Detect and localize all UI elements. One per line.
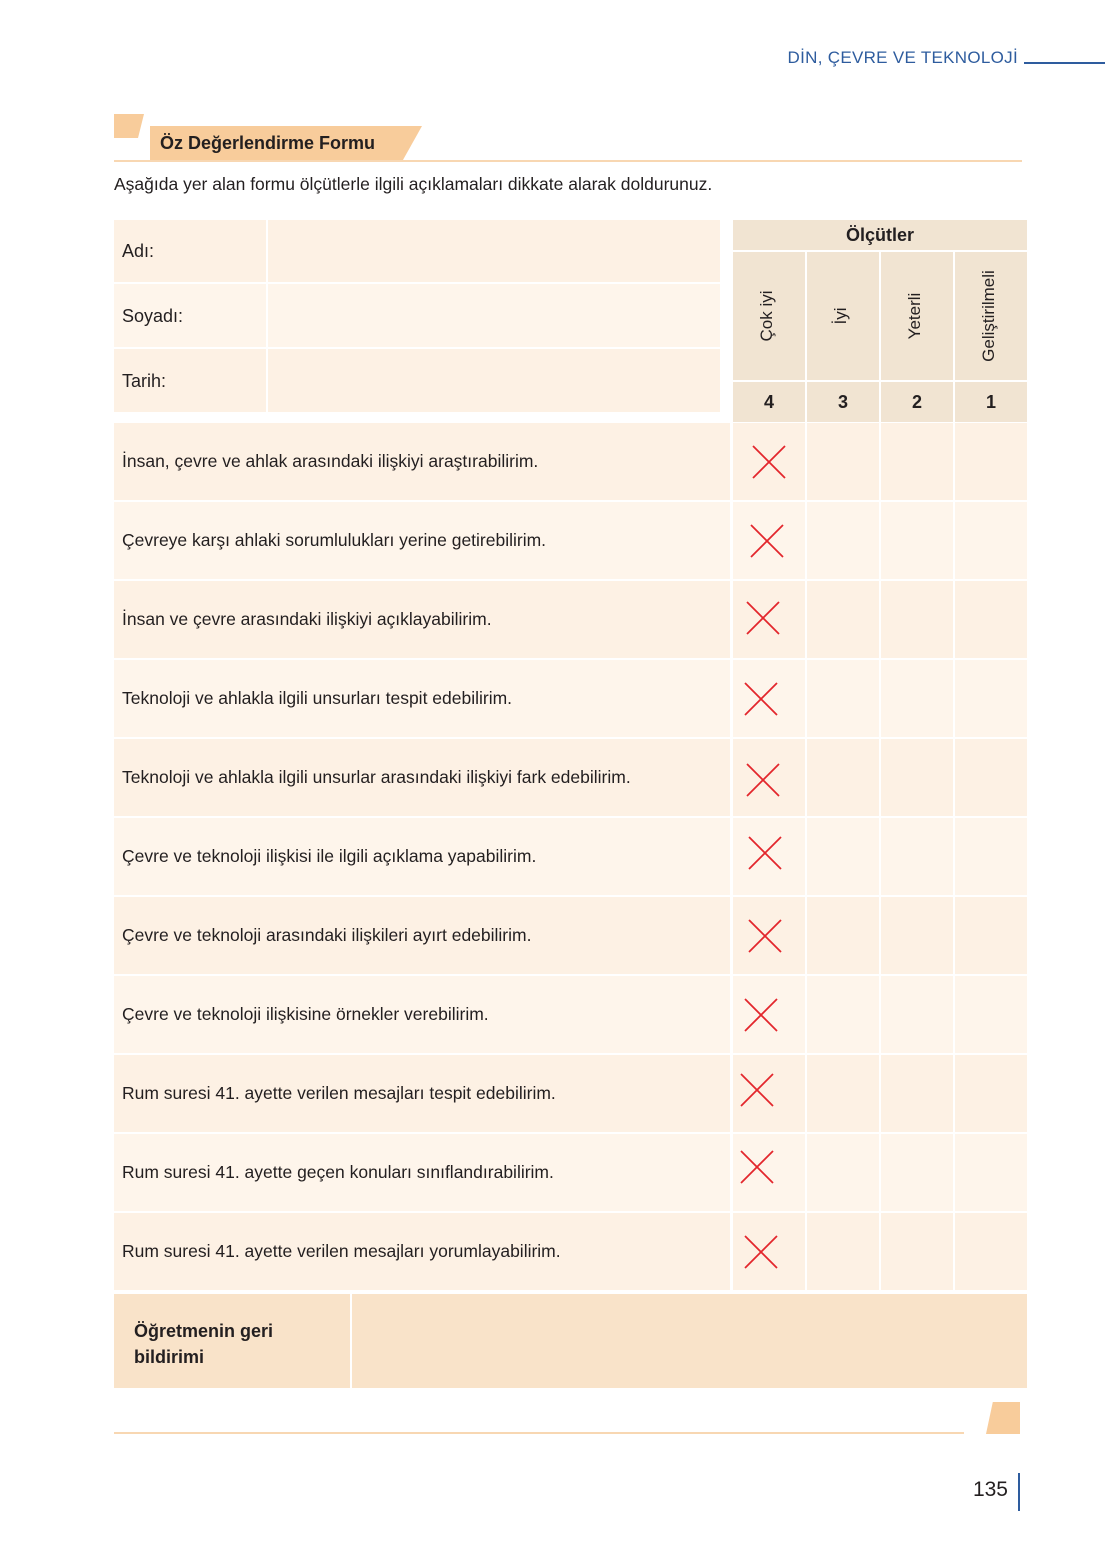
statement-text: Teknoloji ve ahlakla ilgili unsurlar arasındaki ilişkiyi fark edebilirim. xyxy=(122,767,631,787)
check-x-mark-icon xyxy=(738,1071,776,1109)
chapter-title-rule xyxy=(1024,62,1105,64)
score-checkbox-2[interactable] xyxy=(881,897,953,974)
score-checkbox-3[interactable] xyxy=(807,1134,879,1211)
statement-text: İnsan, çevre ve ahlak arasındaki ilişkiyi araştırabilirim. xyxy=(122,451,539,471)
score-value: 1 xyxy=(985,392,996,412)
score-checkbox-2[interactable] xyxy=(881,976,953,1053)
statement-text: Çevre ve teknoloji ilişkisine örnekler verebilirim. xyxy=(122,1004,489,1024)
score-checkbox-3[interactable] xyxy=(807,581,879,658)
score-checkbox-1[interactable] xyxy=(955,660,1027,737)
section-divider xyxy=(114,160,1022,162)
score-checkbox-1[interactable] xyxy=(955,818,1027,895)
score-checkbox-2[interactable] xyxy=(881,1213,953,1290)
check-x-mark-icon xyxy=(742,996,780,1034)
page-number: 135 xyxy=(972,1478,1008,1501)
criteria-level-label: İyi xyxy=(831,307,850,325)
statement-text: Rum suresi 41. ayette verilen mesajları tespit edebilirim. xyxy=(122,1083,556,1103)
score-checkbox-2[interactable] xyxy=(881,502,953,579)
criteria-level-label: Yeterli xyxy=(905,292,924,340)
score-checkbox-1[interactable] xyxy=(955,423,1027,500)
criteria-title: Ölçütler xyxy=(845,225,915,245)
score-checkbox-3[interactable] xyxy=(807,818,879,895)
check-x-mark-icon xyxy=(748,522,786,560)
check-x-mark-icon xyxy=(746,917,784,955)
score-checkbox-2[interactable] xyxy=(881,581,953,658)
check-x-mark-icon xyxy=(738,1148,776,1186)
statement-text: İnsan ve çevre arasındaki ilişkiyi açıklayabilirim. xyxy=(122,609,492,629)
score-checkbox-1[interactable] xyxy=(955,897,1027,974)
statement-text: Rum suresi 41. ayette verilen mesajları yorumlayabilirim. xyxy=(122,1241,561,1261)
instruction-text: Aşağıda yer alan formu ölçütlerle ilgili açıklamaları dikkate alarak doldurunuz. xyxy=(114,174,713,194)
criteria-level-label: Geliştirilmeli xyxy=(979,270,998,362)
score-checkbox-2[interactable] xyxy=(881,818,953,895)
check-x-mark-icon xyxy=(746,834,784,872)
criteria-level-label: Çok iyi xyxy=(757,290,776,342)
check-x-mark-icon xyxy=(744,599,782,637)
feedback-label: Öğretmenin geri bildirimi xyxy=(134,1321,274,1367)
page-number-rule xyxy=(1018,1473,1020,1511)
score-checkbox-3[interactable] xyxy=(807,1213,879,1290)
score-checkbox-3[interactable] xyxy=(807,976,879,1053)
statement-text: Çevreye karşı ahlaki sorumlulukları yerine getirebilirim. xyxy=(122,530,547,550)
score-checkbox-3[interactable] xyxy=(807,660,879,737)
name-field[interactable] xyxy=(268,220,720,282)
score-checkbox-1[interactable] xyxy=(955,1055,1027,1132)
date-label: Tarih: xyxy=(122,371,167,391)
score-checkbox-1[interactable] xyxy=(955,739,1027,816)
date-field[interactable] xyxy=(268,349,720,412)
score-value: 2 xyxy=(911,392,922,412)
surname-field[interactable] xyxy=(268,284,720,347)
score-value: 3 xyxy=(837,392,848,412)
score-checkbox-2[interactable] xyxy=(881,423,953,500)
score-checkbox-2[interactable] xyxy=(881,739,953,816)
score-checkbox-1[interactable] xyxy=(955,1213,1027,1290)
score-checkbox-2[interactable] xyxy=(881,1055,953,1132)
statement-text: Rum suresi 41. ayette geçen konuları sınıflandırabilirim. xyxy=(122,1162,554,1182)
score-checkbox-2[interactable] xyxy=(881,1134,953,1211)
footer-divider xyxy=(114,1432,964,1434)
statement-text: Teknoloji ve ahlakla ilgili unsurları tespit edebilirim. xyxy=(122,688,513,708)
score-checkbox-3[interactable] xyxy=(807,1055,879,1132)
check-x-mark-icon xyxy=(742,1233,780,1271)
feedback-field[interactable] xyxy=(352,1294,1027,1388)
score-checkbox-1[interactable] xyxy=(955,502,1027,579)
score-checkbox-1[interactable] xyxy=(955,581,1027,658)
check-x-mark-icon xyxy=(750,443,788,481)
name-label: Adı: xyxy=(122,241,155,261)
surname-label: Soyadı: xyxy=(122,306,184,326)
check-x-mark-icon xyxy=(744,761,782,799)
statement-text: Çevre ve teknoloji ilişkisi ile ilgili açıklama yapabilirim. xyxy=(122,846,537,866)
score-value: 4 xyxy=(763,392,774,412)
score-checkbox-3[interactable] xyxy=(807,897,879,974)
section-title: Öz Değerlendirme Formu xyxy=(160,133,376,153)
statement-text: Çevre ve teknoloji arasındaki ilişkileri ayırt edebilirim. xyxy=(122,925,532,945)
score-checkbox-3[interactable] xyxy=(807,423,879,500)
score-checkbox-2[interactable] xyxy=(881,660,953,737)
score-checkbox-3[interactable] xyxy=(807,502,879,579)
score-checkbox-3[interactable] xyxy=(807,739,879,816)
section-tab-marker xyxy=(114,114,144,138)
footer-tab-marker xyxy=(986,1402,1020,1434)
chapter-title: DİN, ÇEVRE VE TEKNOLOJİ xyxy=(787,48,1018,67)
score-checkbox-1[interactable] xyxy=(955,1134,1027,1211)
score-checkbox-1[interactable] xyxy=(955,976,1027,1053)
check-x-mark-icon xyxy=(742,680,780,718)
